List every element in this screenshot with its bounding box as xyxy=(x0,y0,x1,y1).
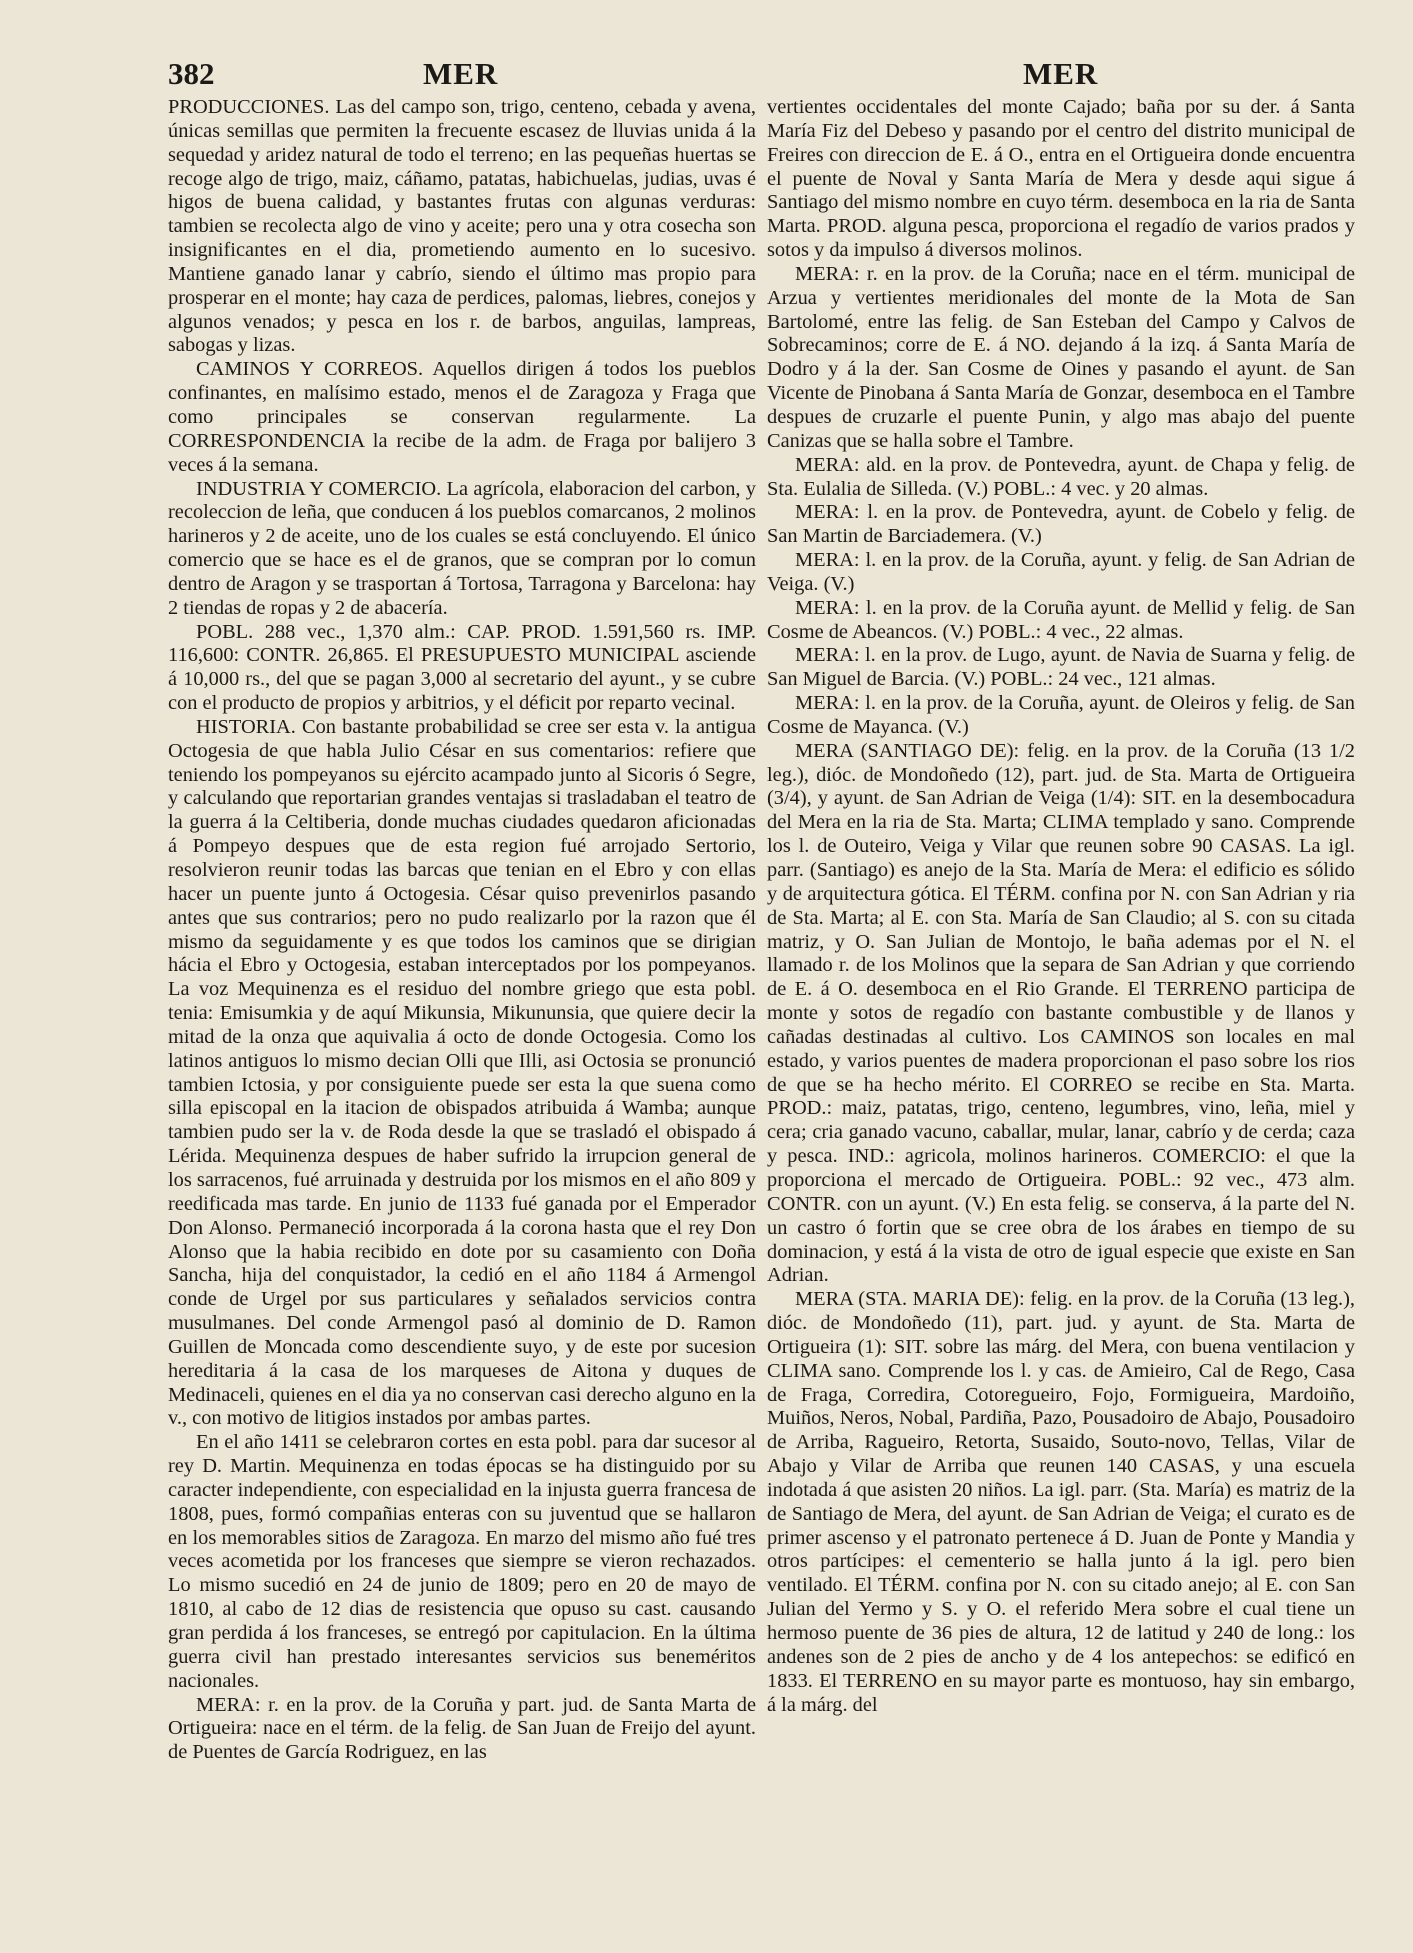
entry-mera-veiga: MERA: l. en la prov. de la Coruña, ayunt. y felig. de San Adrian de Veiga. (V.) xyxy=(767,549,1355,595)
entry-mera-barciademera: MERA: l. en la prov. de Pontevedra, ayunt. de Cobelo y felig. de San Martin de Barciademera. (V.) xyxy=(767,501,1355,548)
entry-mera-rio-arzua: MERA: r. en la prov. de la Coruña; nace en el térm. municipal de Arzua y vertientes meridionales del monte de la Mota de San Bartolomé, entre las felig. de San Esteban del Campo y Calvos de Sobrecaminos; corre de E. á NO. dejando á la izq. á Santa María de Dodro y á la der. San Cosme de Oines y pasando el ayunt. de San Vicente de Pinobana á Santa María de Gonzar, desemboca en el Tambre despues de cruzarle el puente Punin, y algo mas abajo del puente Canizas que se halla sobre el Tambre. xyxy=(767,262,1355,452)
page-number: 382 xyxy=(168,56,215,91)
paragraph-cortes: En el año 1411 se celebraron cortes en esta pobl. para dar sucesor al rey D. Martin. Mequinenza en todas épocas se ha distinguido por su caracter independiente, con especialidad en la injusta guerra francesa de 1808, pues, formó compañias enteras con su juventud que se hallaron en los memorables sitios de Zaragoza. En marzo del mismo año fué tres veces acometida por los franceses que siempre se vieron rechazados. Lo mismo sucedió en 24 de junio de 1809; pero en 20 de mayo de 1810, al cabo de 12 dias de resistencia que opuso su cast. causando gran perdida á los franceses, se entregó por capitulacion. En la última guerra civil han prestado interesantes servicios sus beneméritos nacionales. xyxy=(168,1431,756,1692)
page-header xyxy=(168,56,1318,96)
paragraph-industria: INDUSTRIA Y COMERCIO. La agrícola, elaboracion del carbon, y recoleccion de leña, que conducen á los pueblos comarcanos, 2 molinos harineros y 2 de aceite, uno de los cuales se está concluyendo. El único comercio que se hace es el de granos, que se compran por lo comun dentro de Aragon y se trasportan á Tortosa, Tarragona y Barcelona: hay 2 tiendas de ropas y 2 de abacería. xyxy=(168,477,756,619)
entry-mera-silleda: MERA: ald. en la prov. de Pontevedra, ayunt. de Chapa y felig. de Sta. Eulalia de Silleda. (V.) POBL.: 4 vec. y 20 almas. xyxy=(767,453,1355,500)
entry-mera-santiago: MERA (SANTIAGO DE): felig. en la prov. de la Coruña (13 1/2 leg.), dióc. de Mondoñedo (12), part. jud. de Sta. Marta de Ortigueira (3/4), y ayunt. de San Adrian de Veiga (1/4): SIT. en la desembocadura del Mera en la ria de Sta. Marta; CLIMA templado y sano. Comprende los l. de Outeiro, Veiga y Vilar que reunen sobre 90 CASAS. La igl. parr. (Santiago) es anejo de la Sta. María de Mera: el edificio es sólido y de arquitectura gótica. El TÉRM. confina por N. con San Adrian y ria de Sta. Marta; al E. con Sta. María de San Claudio; al S. con su citada matriz, y O. San Julian de Montojo, le baña ademas por el N. el llamado r. de los Molinos que la separa de San Adrian y que corriendo de E. á O. desemboca en el Rio Grande. El TERRENO participa de monte y sotos de regadío con bastante combustible y de llanos y cañadas destinadas al cultivo. Los CAMINOS son locales en mal estado, y varios puentes de madera proporcionan el paso sobre los rios de que se ha hecho mérito. El CORREO se recibe en Sta. Marta. PROD.: maiz, patatas, trigo, centeno, legumbres, vino, leña, miel y cera; cria ganado vacuno, caballar, mular, lanar, cabrío y de cerda; caza y pesca. IND.: agricola, molinos harineros. COMERCIO: el que la proporciona el mercado de Ortigueira. POBL.: 92 vec., 473 alm. CONTR. con un ayunt. (V.) En esta felig. se conserva, á la parte del N. un castro ó fortin que se cree obra de los árabes en tiempo de su dominacion, y está á la vista de otro de igual especie que existe en San Adrian. xyxy=(767,739,1355,1287)
entry-mera-rio-ortigueira: MERA: r. en la prov. de la Coruña y part. jud. de Santa Marta de Ortigueira: nace en el térm. de la felig. de San Juan de Freijo del ayunt. de Puentes de García Rodriguez, en las xyxy=(168,1693,756,1764)
left-running-head: MER xyxy=(423,56,499,91)
paragraph-historia: HISTORIA. Con bastante probabilidad se cree ser esta v. la antigua Octogesia de que habla Julio César en sus comentarios: refiere que teniendo los pompeyanos su ejército acampado junto al Sicoris ó Segre, y calculando que reportarian grandes ventajas si trasladaban el teatro de la guerra á la Celtiberia, donde muchas ciudades quedaron aficionadas á Pompeyo despues que de esta region fué arrojado Sertorio, resolvieron reunir todas las barcas que tenian en el Ebro y con ellas hacer un puente junto á Octogesia. César quiso prevenirlos pasando antes que sus contrarios; pero no pudo realizarlo por la razon que él mismo da seguidamente y es que todos los caminos que se dirigian hácia el Ebro y Octogesia, estaban interceptados por los pompeyanos. La voz Mequinenza es el residuo del nombre griego que esta pobl. tenia: Emisumkia y de aquí Mikunsia, Mikununsia, que quiere decir la mitad de la onza que aquivalia á octo de donde Octogesia. Como los latinos antiguos lo mismo decian Olli que Illi, asi Octosia se pronunció tambien Ictosia, y por consiguiente puede ser esta la que suena como silla episcopal en la itacion de obispados atribuida á Wamba; aunque tambien pudo ser la v. de Roda desde la que se trasladó el obispado á Lérida. Mequinenza despues de haber sufrido la irrupcion general de los sarracenos, fué arruinada y destruida por los mismos en el año 809 y reedificada mas tarde. En junio de 1133 fué ganada por el Emperador Don Alonso. Permaneció incorporada á la corona hasta que el rey Don Alonso que la habia recibido en dote por su casamiento con Doña Sancha, hija del conquistador, la cedió en el año 1184 á Armengol conde de Urgel por sus particulares y señalados servicios contra musulmanes. Del conde Armengol pasó al dominio de D. Ramon Guillen de Moncada como descendiente suyo, y de este por sucesion hereditaria á la casa de los marqueses de Aitona y duques de Medinaceli, quienes en el dia ya no conservan casi derecho alguno en la v., con motivo de litigios instados por ambas partes. xyxy=(168,715,756,1430)
right-running-head: MER xyxy=(1023,56,1099,91)
entry-mera-barcia: MERA: l. en la prov. de Lugo, ayunt. de Navia de Suarna y felig. de San Miguel de Barcia. (V.) POBL.: 24 vec., 121 almas. xyxy=(767,644,1355,691)
entry-mera-abeancos: MERA: l. en la prov. de la Coruña ayunt. de Mellid y felig. de San Cosme de Abeancos. (V.) POBL.: 4 vec., 22 almas. xyxy=(767,596,1355,643)
right-column xyxy=(767,96,1355,1717)
paragraph-caminos: CAMINOS Y CORREOS. Aquellos dirigen á todos los pueblos confinantes, en malísimo estado, menos el de Zaragoza y Fraga que como principales se conservan regularmente. La CORRESPONDENCIA la recibe de la adm. de Fraga por balijero 3 veces á la semana. xyxy=(168,358,756,476)
entry-mera-rio-continued: vertientes occidentales del monte Cajado; baña por su der. á Santa María Fiz del Debeso y pasando por el centro del distrito municipal de Freires con direccion de E. á O., entra en el Ortigueira donde encuentra el puente de Noval y Santa María de Mera y desde aqui sigue á Santiago del mismo nombre en cuyo térm. desemboca en la ria de Santa Marta. PROD. alguna pesca, proporciona el regadío de varios prados y sotos y da impulso á diversos molinos. xyxy=(767,96,1355,262)
paragraph-poblacion: POBL. 288 vec., 1,370 alm.: CAP. PROD. 1.591,560 rs. IMP. 116,600: CONTR. 26,865. El PRESUPUESTO MUNICIPAL asciende á 10,000 rs., del que se pagan 3,000 al secretario del ayunt., y se cubre con el producto de propios y arbitrios, y el déficit por reparto vecinal. xyxy=(168,620,756,715)
entry-mera-santa-maria: MERA (STA. MARIA DE): felig. en la prov. de la Coruña (13 leg.), dióc. de Mondoñedo (11), part. jud. y ayunt. de Sta. Marta de Ortigueira (1): SIT. sobre las márg. del Mera, con buena ventilacion y CLIMA sano. Comprende los l. y cas. de Amieiro, Cal de Rego, Casa de Fraga, Corredira, Cotoregueiro, Fojo, Formigueira, Mardoiño, Muiños, Neros, Nobal, Pardiña, Pazo, Pousadoiro de Abajo, Pousadoiro de Arriba, Ragueiro, Retorta, Susaido, Souto-novo, Tellas, Vilar de Abajo y Vilar de Arriba que reunen 140 CASAS, y una escuela indotada á que asisten 20 niños. La igl. parr. (Sta. María) es matriz de la de Santiago de Mera, del ayunt. de San Adrian de Veiga; el curato es de primer ascenso y el patronato pertenece á D. Juan de Ponte y Mandia y otros partícipes: el cementerio se halla junto á la igl. pero bien ventilado. El TÉRM. confina por N. con su citado anejo; al E. con San Julian del Yermo y S. y O. el referido Mera sobre el cual tiene un hermoso puente de 36 pies de altura, 12 de latitud y 240 de long.: los andenes son de 2 pies de ancho y de 4 los antepechos: se edificó en 1833. El TERRENO en su mayor parte es montuoso, hay sin embargo, á la márg. del xyxy=(767,1288,1355,1716)
left-column xyxy=(168,96,756,1765)
paragraph-producciones: PRODUCCIONES. Las del campo son, trigo, centeno, cebada y avena, únicas semillas que permiten la frecuente escasez de lluvias unida á la sequedad y aridez natural de todo el terreno; en las pequeñas huertas se recoge algo de trigo, maiz, cáñamo, patatas, habichuelas, judias, uvas é higos de buena calidad, y bastantes frutas con algunas verduras: tambien se recolecta algo de vino y aceite; pero una y otra cosecha son insignificantes en el dia, prometiendo aumento en lo sucesivo. Mantiene ganado lanar y cabrío, siendo el último mas propio para prosperar en el monte; hay caza de perdices, palomas, liebres, conejos y algunos venados; y pesca en los r. de barbos, anguilas, lampreas, sabogas y lizas. xyxy=(168,96,756,357)
entry-mera-mayanca: MERA: l. en la prov. de la Coruña, ayunt. de Oleiros y felig. de San Cosme de Mayanca. (V.) xyxy=(767,692,1355,738)
